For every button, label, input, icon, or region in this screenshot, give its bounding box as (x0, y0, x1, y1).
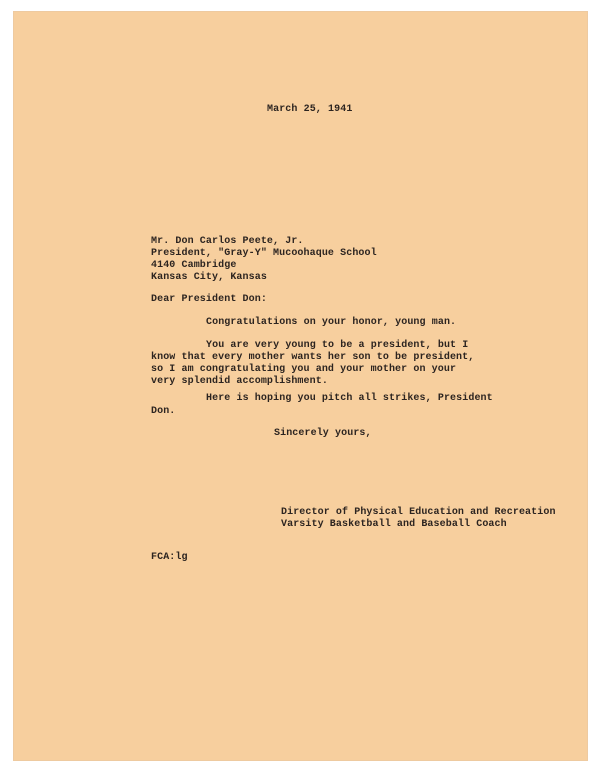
paragraph-2-line-3: so I am congratulating you and your mother on your (151, 364, 457, 375)
paragraph-2-line-2: know that every mother wants her son to be president, (151, 352, 475, 363)
signature-title-2: Varsity Basketball and Baseball Coach (281, 519, 507, 530)
letter-page (14, 12, 587, 760)
recipient-city: Kansas City, Kansas (151, 272, 267, 283)
paragraph-1: Congratulations on your honor, young man. (206, 317, 457, 328)
paragraph-2-line-1: You are very young to be a president, but I (206, 340, 469, 351)
closing: Sincerely yours, (274, 428, 372, 439)
recipient-title: President, "Gray-Y" Mucoohaque School (151, 248, 377, 259)
recipient-name: Mr. Don Carlos Peete, Jr. (151, 236, 304, 247)
letter-date: March 25, 1941 (267, 104, 353, 115)
paragraph-3-line-2: Don. (151, 406, 176, 417)
paragraph-3-line-1: Here is hoping you pitch all strikes, President (206, 393, 493, 404)
salutation: Dear President Don: (151, 294, 267, 305)
typist-initials: FCA:lg (151, 552, 188, 563)
recipient-street: 4140 Cambridge (151, 260, 237, 271)
paragraph-2-line-4: very splendid accomplishment. (151, 376, 328, 387)
signature-title-1: Director of Physical Education and Recreation (281, 507, 556, 518)
